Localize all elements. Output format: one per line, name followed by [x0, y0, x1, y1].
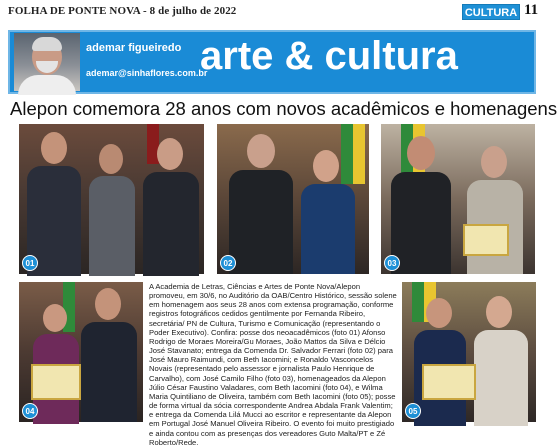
section-tag: CULTURA	[462, 4, 520, 20]
author-photo	[14, 33, 80, 91]
photo-number-badge: 04	[22, 403, 38, 419]
author-email: ademar@sinhaflores.com.br	[86, 68, 208, 78]
photo-02	[217, 124, 369, 274]
photo-number-badge: 05	[405, 403, 421, 419]
article-body: A Academia de Letras, Ciências e Artes de Ponte Nova/Alepon promoveu, em 30/6, no Auditório da OAB/Centro Histórico, sessão solene em homenagem aos seus 28 anos com extensa programação, conforme registros fotográficos cedidos gentilmente por Fernanda Ribeiro, secretária/ PN de Cultura, Turismo e Comunicação (representando o Poder Executivo). Confira: posse dos neoacadêmicos (foto 01) Afonso Rodrigo de Moraes Moreira/Gu Moraes, João Mattos da Silva e Délcio José Stavanato; entrega da Comenda Dr. Salvador Ferrari (foto 02) para José Mauro Raimundi, com Beth Iacomini; e Ronaldo Vasconcelos Novais (representado pelo assessor e jornalista Paulo Henrique de Carvalho), com José Camilo Filho (foto 03), homenageados da Alepon Júlio César Faustino Valadares, com Beth Iacomini (foto 04), e Wilma Maria Quintiliano de Oliveira, também com Beth Iacomini (foto 05); posse de forma virtual da sócia correspondente Andrea Abdala Frank Valentim; e entrega da Comenda Lilá Mucci ao escritor e representante da Alepon em Portugal José Manuel Oliveira Ribeiro. O evento foi muito prestigiado e ainda contou com as presenças dos vereadores Guto Malta/PT e Zé Roberto/Rede.	[149, 282, 397, 447]
photo-01	[19, 124, 204, 274]
page-header	[0, 0, 551, 24]
photo-number-badge: 03	[384, 255, 400, 271]
photo-04	[19, 282, 143, 422]
page-number: 11	[524, 2, 539, 18]
photo-05	[402, 282, 536, 422]
photo-number-badge: 02	[220, 255, 236, 271]
newspaper-masthead: FOLHA DE PONTE NOVA - 8 de julho de 2022	[8, 5, 237, 17]
article-headline: Alepon comemora 28 anos com novos acadêmicos e homenagens	[10, 98, 557, 119]
photo-number-badge: 01	[22, 255, 38, 271]
column-title: arte & cultura	[200, 34, 458, 78]
author-name: ademar figueiredo	[86, 42, 182, 54]
photo-03	[381, 124, 535, 274]
